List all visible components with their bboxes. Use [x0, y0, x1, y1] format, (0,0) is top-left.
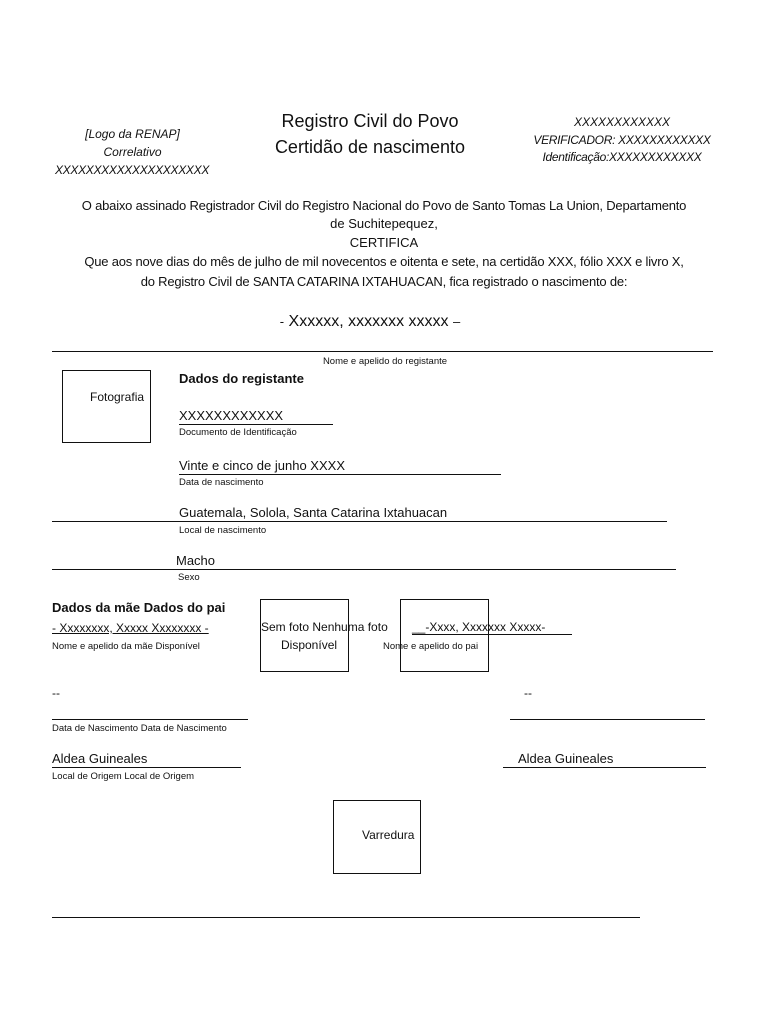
origin-caption: Local de Origem Local de Origem [52, 771, 195, 782]
mother-dob: -- [52, 686, 60, 700]
identificacao-code: Identificação:XXXXXXXXXXXX [542, 150, 702, 164]
mother-dob-line [52, 719, 248, 720]
birth-date-line [179, 474, 501, 475]
intro-line-2: de Suchitepequez, [330, 216, 438, 231]
sex-caption: Sexo [178, 572, 200, 583]
no-photo-label-line2: Disponível [281, 638, 338, 652]
intro-line-4: do Registro Civil de SANTA CATARINA IXTAHUACAN, fica registrado o nascimento de: [140, 274, 628, 289]
birth-place-caption: Local de nascimento [179, 525, 267, 536]
father-dob-line [510, 719, 705, 720]
parents-heading: Dados da mãe Dados do pai [52, 600, 226, 615]
father-name: -Xxxx, Xxxxxxx Xxxxx- [425, 620, 546, 634]
mother-name: - Xxxxxxxx, Xxxxx Xxxxxxxx - [52, 621, 209, 635]
logo-placeholder: [Logo da RENAP] [85, 127, 180, 141]
father-name-line [412, 634, 572, 635]
registrant-name: Xxxxxx, xxxxxxx xxxxx [288, 313, 449, 330]
birth-place-value: Guatemala, Solola, Santa Catarina Ixtahuacan [179, 505, 448, 520]
father-origin-line [503, 767, 706, 768]
id-caption: Documento de Identificação [179, 427, 297, 438]
registrant-name-line [52, 351, 713, 352]
id-value: XXXXXXXXXXXX [179, 408, 284, 423]
birth-place-line [52, 521, 667, 522]
dob-caption: Data de Nascimento Data de Nascimento [52, 723, 227, 734]
father-caption: Nome e apelido do pai [383, 641, 479, 652]
correlativo-label: Correlativo [103, 145, 162, 159]
birth-date-value: Vinte e cinco de junho XXXX [179, 458, 345, 473]
document-title-line1: Registro Civil do Povo [281, 111, 459, 131]
verificador-code: VERIFICADOR: XXXXXXXXXXXX [533, 133, 711, 147]
name-prefix: - [279, 314, 285, 329]
intro-line-3: Que aos nove dias do mês de julho de mil novecentos e oitenta e sete, na certidão XXX, fólio XXX e livro X, [84, 254, 684, 269]
signature-line [52, 917, 640, 918]
certifica-heading: CERTIFICA [349, 235, 419, 250]
photo-label: Fotografia [90, 390, 145, 404]
mother-photo-box [260, 599, 349, 672]
father-origin: Aldea Guineales [518, 751, 614, 766]
scan-label: Varredura [362, 828, 415, 842]
mother-caption: Nome e apelido da mãe Disponível [52, 641, 200, 652]
mother-origin: Aldea Guineales [52, 751, 148, 766]
no-photo-label-line1: Sem foto Nenhuma foto [261, 620, 388, 634]
registrant-name-row [140, 313, 600, 331]
father-photo-box [400, 599, 489, 672]
correlativo-code: XXXXXXXXXXXXXXXXXXXX [54, 163, 210, 177]
sex-line [52, 569, 676, 570]
father-name-prefix: __ [412, 620, 426, 634]
registrant-heading: Dados do registante [179, 371, 304, 386]
father-dob: -- [524, 686, 532, 700]
birth-date-caption: Data de nascimento [179, 477, 264, 488]
registrant-name-caption: Nome e apelido do registante [322, 356, 448, 367]
father-name-row [412, 620, 545, 634]
id-line [179, 424, 333, 425]
photo-box [62, 370, 151, 443]
document-title-line2: Certidão de nascimento [274, 137, 466, 157]
sex-value: Macho [176, 553, 216, 568]
mother-origin-line [52, 767, 241, 768]
intro-line-1: O abaixo assinado Registrador Civil do Registro Nacional do Povo de Santo Tomas La Union, Departamento [81, 198, 687, 213]
right-code: XXXXXXXXXXXX [573, 115, 671, 129]
name-suffix: – [453, 314, 461, 329]
